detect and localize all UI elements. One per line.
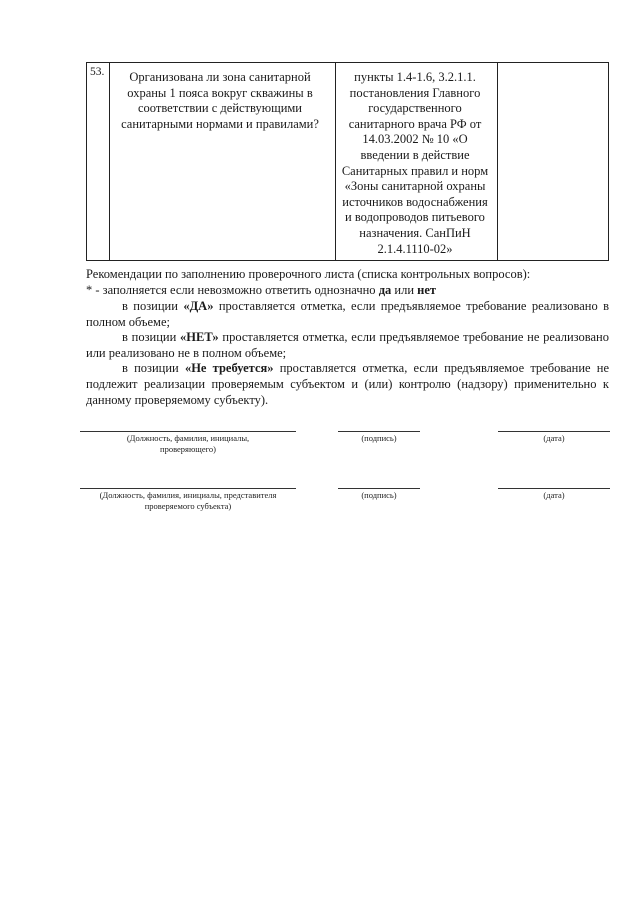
inspector-position-line: [80, 431, 296, 432]
recommendation-not-required: [86, 360, 609, 408]
yes-prefix: в позиции: [122, 299, 184, 313]
inspector-position-caption: (Должность, фамилия, инициалы, проверяющего): [126, 433, 250, 454]
inspector-date-line: [498, 431, 610, 432]
no-label: «НЕТ»: [180, 330, 219, 344]
table-left-border: [86, 62, 87, 261]
table-bottom-border: [86, 260, 609, 261]
subject-position-line: [80, 488, 296, 489]
row-number: 53.: [90, 66, 105, 78]
table-column-divider: [335, 62, 336, 261]
subject-date-caption: (дата): [543, 490, 565, 500]
checklist-table: [86, 62, 609, 261]
subject-signature-caption: (подпись): [361, 490, 397, 500]
inspector-signature-caption: (подпись): [361, 433, 397, 443]
subject-signature-line: [338, 488, 420, 489]
star-note-text: * - заполняется если невозможно ответить однозначно: [86, 283, 379, 297]
yes-label: «ДА»: [183, 299, 214, 313]
question-text: Организована ли зона санитарной охраны 1 пояса вокруг скважины в соответствии с действующими санитарными нормами и правилами?: [121, 70, 319, 131]
no-text: проставляется отметка, если предъявляемое требование не реализовано или реализовано не в полном объеме;: [86, 330, 609, 360]
inspector-signature-line: [338, 431, 420, 432]
yes-text: проставляется отметка, если предъявляемое требование реализовано в полном объеме;: [86, 299, 609, 329]
recommendation-star-note: [86, 282, 609, 298]
inspector-date-caption: (дата): [543, 433, 565, 443]
star-note-no: нет: [417, 283, 437, 297]
no-prefix: в позиции: [122, 330, 181, 344]
subject-position-caption: (Должность, фамилия, инициалы, представителя проверяемого субъекта): [99, 490, 277, 511]
subject-date-line: [498, 488, 610, 489]
table-column-divider: [497, 62, 498, 261]
recommendation-no: [86, 329, 609, 361]
star-note-or: или: [391, 283, 418, 297]
not-required-prefix: в позиции: [122, 361, 185, 375]
not-required-label: «Не требуется»: [184, 361, 274, 375]
recommendation-yes: [86, 298, 609, 330]
star-note-yes: да: [378, 283, 392, 297]
legal-reference-text: пункты 1.4-1.6, 3.2.1.1. постановления Главного государственного санитарного врача РФ от 14.03.2002 № 10 «О введении в действие Санитарных правил и норм «Зоны санитарной охраны источников водоснабжения и водопроводов питьевого назначения. СанПиН 2.1.4.1110-02»: [341, 70, 489, 256]
table-top-border: [86, 62, 609, 63]
not-required-text: проставляется отметка, если предъявляемое требование не подлежит реализации проверяемым субъектом и (или) контролю (надзору) применительно к данному проверяемому субъекту).: [86, 361, 609, 407]
table-right-border: [608, 62, 609, 261]
recommendations-title: Рекомендации по заполнению проверочного листа (списка контрольных вопросов):: [86, 267, 531, 281]
